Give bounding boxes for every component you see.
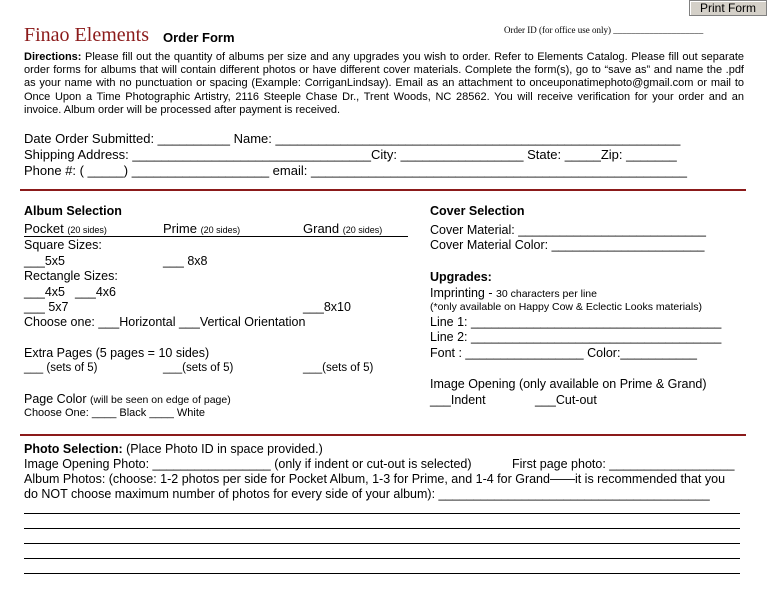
orientation-choice[interactable]: Choose one: ___Horizontal ___Vertical Orientation bbox=[24, 315, 306, 329]
pocket-label: Pocket bbox=[24, 221, 64, 236]
imprinting-label: Imprinting - bbox=[430, 286, 493, 300]
imprint-line2-field[interactable]: Line 2: ____________________________________ bbox=[430, 330, 722, 344]
album-grand[interactable] bbox=[303, 221, 382, 236]
photo-line-1[interactable] bbox=[24, 513, 740, 514]
album-type-row bbox=[24, 221, 408, 237]
cover-selection-title: Cover Selection bbox=[430, 204, 525, 218]
page-color-row bbox=[24, 392, 231, 406]
square-5x5-field[interactable]: ___5x5 bbox=[24, 254, 66, 268]
cover-material-color-field[interactable]: Cover Material Color: ______________________ bbox=[430, 238, 705, 252]
directions-label: Directions: bbox=[24, 51, 82, 63]
album-photos-instructions: Album Photos: (choose: 1-2 photos per side for Pocket Album, 1-3 for Prime, and 1-4 for Grand——it is recommended that you bbox=[24, 472, 726, 486]
brand-name: Finao Elements bbox=[24, 24, 149, 46]
extra-pages-grand-field[interactable]: ___(sets of 5) bbox=[303, 362, 374, 374]
extra-pages-pocket-field[interactable]: ___ (sets of 5) bbox=[24, 362, 98, 374]
page-color-choice[interactable]: Choose One: ____ Black ____ White bbox=[24, 407, 206, 419]
upgrades-title: Upgrades: bbox=[430, 270, 492, 284]
order-id-field[interactable]: Order ID (for office use only) ____________________ bbox=[504, 25, 704, 35]
section-divider-2 bbox=[20, 434, 746, 436]
album-photos-field[interactable]: do NOT choose maximum number of photos for every side of your album): _______________________________________ bbox=[24, 487, 710, 501]
photo-line-2[interactable] bbox=[24, 528, 740, 529]
photo-line-5[interactable] bbox=[24, 573, 740, 574]
cutout-option[interactable]: ___Cut-out bbox=[535, 393, 597, 407]
rect-8x10-field[interactable]: ___8x10 bbox=[303, 300, 351, 314]
photo-line-3[interactable] bbox=[24, 543, 740, 544]
extra-pages-label: Extra Pages (5 pages = 10 sides) bbox=[24, 346, 210, 360]
rect-4x5-field[interactable]: ___4x5 bbox=[24, 285, 66, 299]
photo-line-4[interactable] bbox=[24, 558, 740, 559]
page-color-note: (will be seen on edge of page) bbox=[90, 394, 231, 406]
grand-label: Grand bbox=[303, 221, 340, 236]
cover-material-field[interactable]: Cover Material: ___________________________ bbox=[430, 223, 706, 237]
print-form-button[interactable]: Print Form bbox=[689, 0, 767, 16]
section-divider bbox=[20, 189, 746, 191]
contact-line-date-name[interactable]: Date Order Submitted: __________ Name: ________________________________________________________ bbox=[24, 131, 681, 146]
image-opening-title: Image Opening (only available on Prime & Grand) bbox=[430, 377, 707, 391]
directions bbox=[24, 51, 744, 117]
album-prime[interactable] bbox=[163, 221, 240, 236]
contact-line-phone-email[interactable]: Phone #: ( _____) ___________________ email: ____________________________________________________ bbox=[24, 163, 687, 178]
imprinting-row bbox=[430, 286, 597, 300]
imprinting-availability: (*only available on Happy Cow & Eclectic Looks materials) bbox=[430, 301, 702, 313]
form-title: Order Form bbox=[163, 30, 235, 45]
directions-text: Please fill out the quantity of albums per size and any upgrades you wish to order. Refer to Elements Catalog. Please fill out separate order forms for albums that will contain different photos or have different cover materials. Complete the form(s), go to “save as” and name the .pdf as your name with no punctuation or spacing (Example: CorriganLindsay). Email as an attachment to onceuponatimephoto@gmail.com or mail to Once Upon a Time Photographic Artistry, 2116 Steeple Chase Dr., Trent Woods, NC 28562. You will receive verification for your order and an invoice. Album order will be processed after payment is received. bbox=[24, 51, 744, 116]
album-pocket[interactable] bbox=[24, 221, 107, 236]
square-8x8-field[interactable]: ___ 8x8 bbox=[163, 254, 208, 268]
contact-line-address[interactable]: Shipping Address: _________________________________City: _________________ State: _____Zip: _______ bbox=[24, 147, 677, 162]
photo-selection-note: (Place Photo ID in space provided.) bbox=[126, 442, 323, 456]
rect-4x6-field[interactable]: ___4x6 bbox=[75, 285, 117, 299]
prime-label: Prime bbox=[163, 221, 197, 236]
first-page-photo-field[interactable]: First page photo: __________________ bbox=[512, 457, 735, 471]
image-opening-photo-field[interactable]: Image Opening Photo: _________________ (only if indent or cut-out is selected) bbox=[24, 457, 472, 471]
imprinting-note: 30 characters per line bbox=[496, 288, 597, 300]
square-sizes-label: Square Sizes: bbox=[24, 238, 102, 252]
photo-selection-row bbox=[24, 442, 323, 456]
pocket-sides: (20 sides) bbox=[67, 225, 107, 235]
imprint-line1-field[interactable]: Line 1: ____________________________________ bbox=[430, 315, 722, 329]
grand-sides: (20 sides) bbox=[342, 225, 383, 235]
rectangle-sizes-label: Rectangle Sizes: bbox=[24, 269, 118, 283]
prime-sides: (20 sides) bbox=[200, 225, 241, 235]
rect-5x7-field[interactable]: ___ 5x7 bbox=[24, 300, 69, 314]
album-selection-title: Album Selection bbox=[24, 204, 122, 218]
extra-pages-prime-field[interactable]: ___(sets of 5) bbox=[163, 362, 234, 374]
font-color-field[interactable]: Font : _________________ Color:___________ bbox=[430, 346, 697, 360]
photo-selection-title: Photo Selection: bbox=[24, 442, 123, 456]
indent-option[interactable]: ___Indent bbox=[430, 393, 486, 407]
page-color-label: Page Color bbox=[24, 392, 87, 406]
